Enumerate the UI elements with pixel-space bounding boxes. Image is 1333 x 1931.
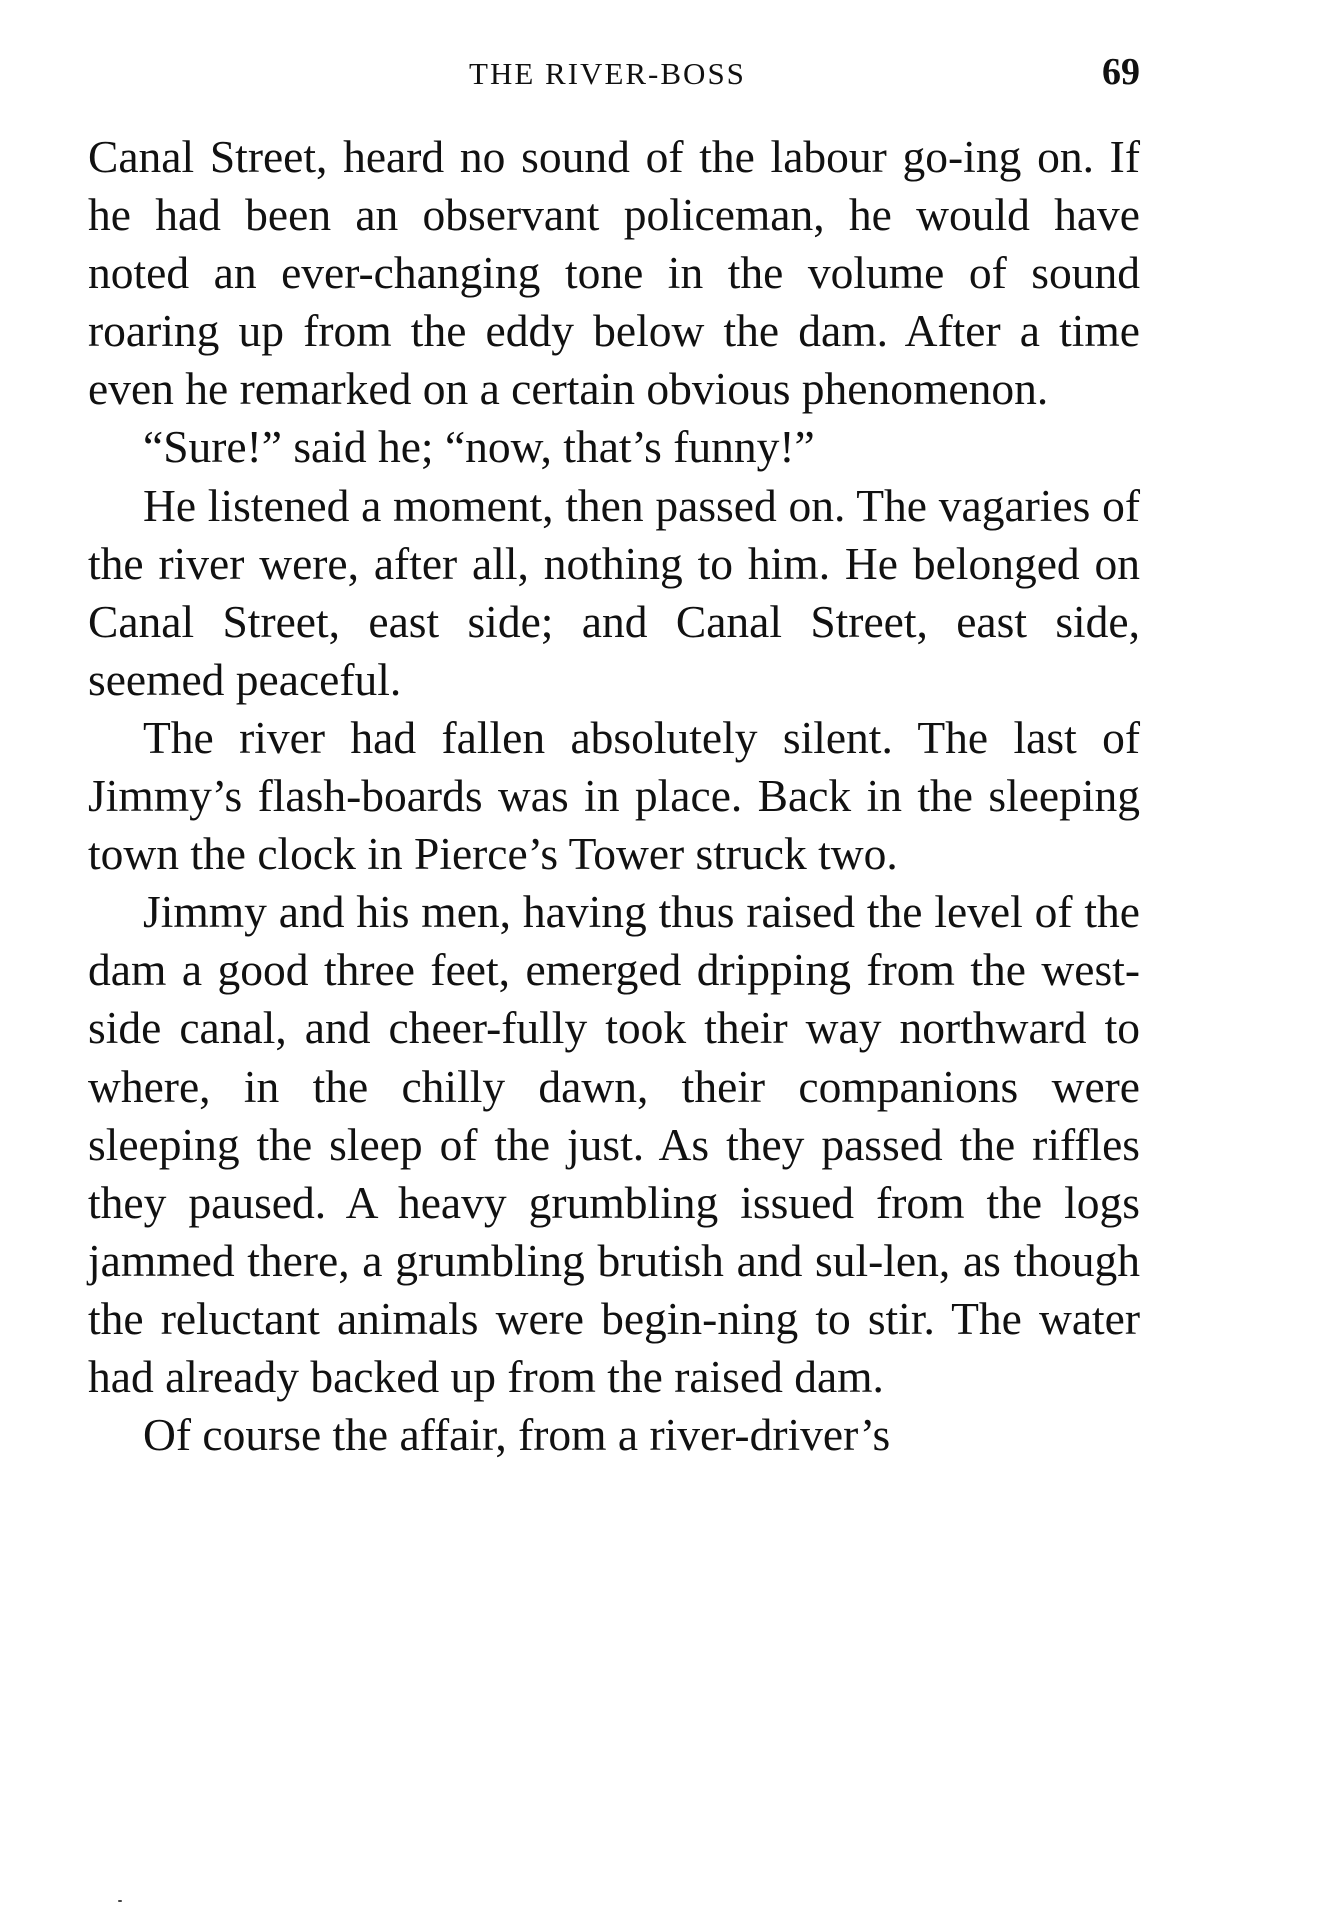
page-number: 69 <box>1102 51 1140 93</box>
paragraph-continuation: Canal Street, heard no sound of the labour go-ing on. If he had been an observant policeman, he would have noted an ever-changing tone in the volume of sound roaring up from the eddy below the dam. After a time even he remarked on a certain obvious phenomenon. <box>88 131 1140 415</box>
paragraph-dialogue: “Sure!” said he; “now, that’s funny!” <box>143 421 815 473</box>
running-head <box>0 50 1333 93</box>
paragraph-final: Of course the affair, from a river-driver’s <box>143 1409 891 1461</box>
scan-speck <box>118 1900 122 1902</box>
paragraph: The river had fallen absolutely silent. The last of Jimmy’s flash-boards was in place. Back in the sleeping town the clock in Pierce’s Tower struck two. <box>88 711 1140 880</box>
paragraph: Jimmy and his men, having thus raised the level of the dam a good three feet, emerged dripping from the west-side canal, and cheer-fully took their way northward to where, in the chilly dawn, their companions were sleeping the sleep of the just. As they passed the riffles they paused. A heavy grumbling issued from the logs jammed there, a grumbling brutish and sul-len, as though the reluctant animals were begin-ning to stir. The water had already backed up from the raised dam. <box>88 886 1140 1402</box>
paragraph: He listened a moment, then passed on. The vagaries of the river were, after all, nothing to him. He belonged on Canal Street, east side; and Canal Street, east side, seemed peaceful. <box>88 479 1140 705</box>
body-text <box>88 128 1140 1464</box>
running-title: THE RIVER-BOSS <box>469 56 746 91</box>
